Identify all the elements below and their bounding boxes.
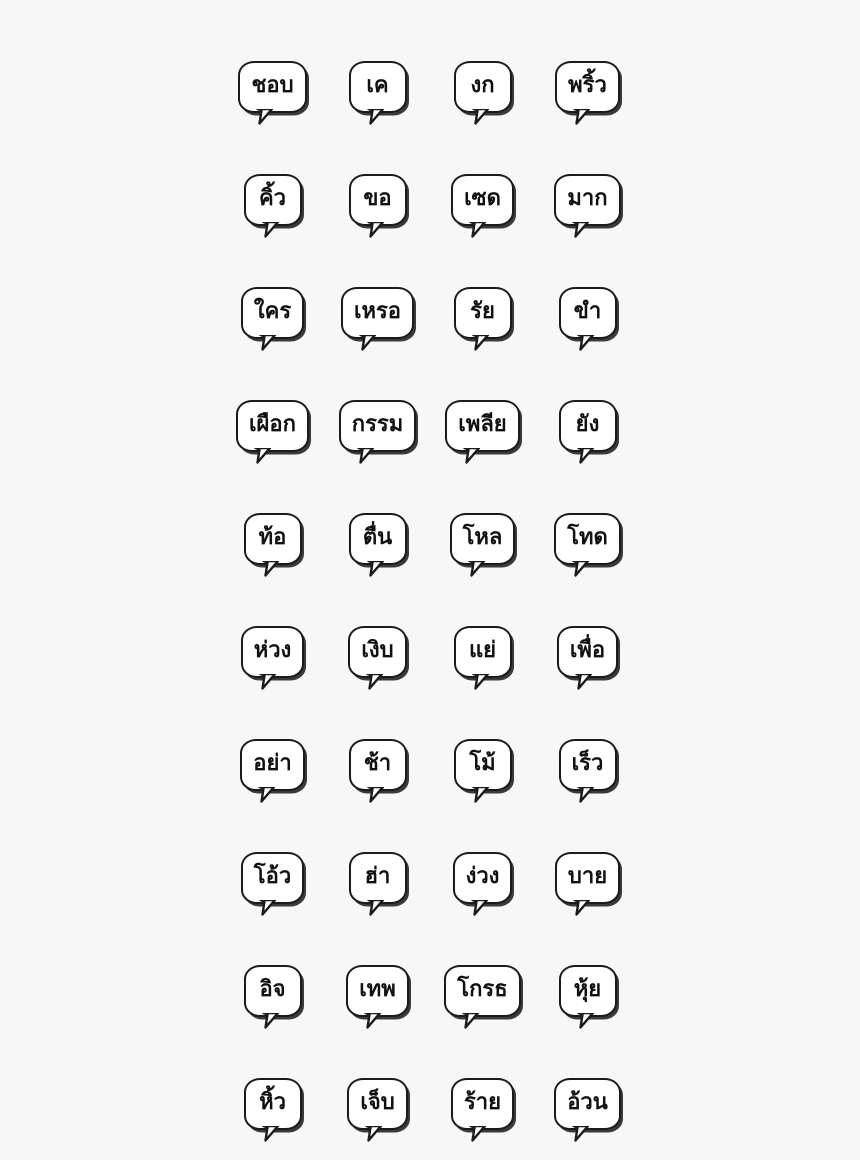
sticker-label: ชอบ <box>251 72 294 98</box>
speech-bubble-tail-icon <box>572 222 588 235</box>
sticker-cell[interactable] <box>325 482 430 595</box>
speech-bubble-icon[interactable] <box>348 626 406 678</box>
speech-bubble-tail-icon <box>577 1013 593 1026</box>
speech-bubble-icon[interactable] <box>559 400 617 452</box>
speech-bubble-icon[interactable] <box>453 852 513 904</box>
speech-bubble-tail-icon <box>259 335 275 348</box>
sticker-cell[interactable] <box>535 934 640 1047</box>
speech-bubble-tail-icon <box>572 561 588 574</box>
sticker-cell[interactable] <box>220 934 325 1047</box>
speech-bubble-icon[interactable] <box>444 965 520 1017</box>
speech-bubble-tail-icon <box>367 900 383 913</box>
sticker-label: ห่วง <box>253 637 292 663</box>
sticker-cell[interactable] <box>430 143 535 256</box>
speech-bubble-icon[interactable] <box>241 287 304 339</box>
speech-bubble-tail-icon <box>577 448 593 461</box>
speech-bubble-icon[interactable] <box>554 1078 621 1130</box>
sticker-label: โหล <box>462 524 503 550</box>
speech-bubble-icon[interactable] <box>559 287 617 339</box>
speech-bubble-icon[interactable] <box>454 287 512 339</box>
speech-bubble-icon[interactable] <box>244 174 302 226</box>
speech-bubble-icon[interactable] <box>451 174 514 226</box>
sticker-label: ขำ <box>573 298 602 324</box>
speech-bubble-icon[interactable] <box>454 61 512 113</box>
speech-bubble-tail-icon <box>366 674 382 687</box>
sticker-cell[interactable] <box>325 821 430 934</box>
speech-bubble-tail-icon <box>472 787 488 800</box>
sticker-label: กรรม <box>351 411 404 437</box>
sticker-cell[interactable] <box>535 369 640 482</box>
sticker-label: โอ้ว <box>253 863 292 889</box>
speech-bubble-tail-icon <box>577 335 593 348</box>
speech-bubble-icon[interactable] <box>349 61 407 113</box>
speech-bubble-icon[interactable] <box>349 174 407 226</box>
speech-bubble-tail-icon <box>256 109 272 122</box>
speech-bubble-icon[interactable] <box>559 965 617 1017</box>
sticker-label: เผือก <box>249 411 296 437</box>
sticker-label: เพื่อ <box>569 637 606 663</box>
sticker-cell[interactable] <box>220 595 325 708</box>
sticker-label: แย่ <box>468 637 497 663</box>
sticker-label: ง่วง <box>465 863 500 889</box>
speech-bubble-tail-icon <box>575 674 591 687</box>
sticker-label: อิจ <box>259 976 286 1002</box>
sticker-label: เซด <box>464 185 501 211</box>
sticker-label: เพลีย <box>458 411 507 437</box>
sticker-label: หิ้ว <box>259 1089 286 1115</box>
speech-bubble-icon[interactable] <box>557 626 618 678</box>
sticker-label: เงิบ <box>361 637 394 663</box>
speech-bubble-tail-icon <box>472 335 488 348</box>
speech-bubble-icon[interactable] <box>236 400 309 452</box>
speech-bubble-tail-icon <box>468 561 484 574</box>
sticker-label: โม้ <box>469 750 496 776</box>
sticker-cell[interactable] <box>220 482 325 595</box>
speech-bubble-tail-icon <box>259 900 275 913</box>
sticker-label: ช้า <box>363 750 392 776</box>
speech-bubble-tail-icon <box>472 109 488 122</box>
sticker-cell[interactable] <box>430 708 535 821</box>
sticker-label: คิ้ว <box>258 185 287 211</box>
sticker-label: ขอ <box>363 185 392 211</box>
speech-bubble-tail-icon <box>469 222 485 235</box>
sticker-label: เทพ <box>359 976 396 1002</box>
speech-bubble-icon[interactable] <box>555 61 620 113</box>
speech-bubble-tail-icon <box>364 1013 380 1026</box>
speech-bubble-icon[interactable] <box>240 739 304 791</box>
sticker-label: โทด <box>567 524 608 550</box>
speech-bubble-tail-icon <box>262 1013 278 1026</box>
sticker-cell[interactable] <box>535 708 640 821</box>
sticker-label: หุ้ย <box>573 976 602 1002</box>
sticker-label: บาย <box>567 863 608 889</box>
speech-bubble-tail-icon <box>365 1126 381 1139</box>
sticker-label: อ้วน <box>567 1089 608 1115</box>
sticker-cell[interactable] <box>430 30 535 143</box>
sticker-cell[interactable] <box>430 821 535 934</box>
speech-bubble-icon[interactable] <box>349 739 407 791</box>
sticker-cell[interactable] <box>325 595 430 708</box>
speech-bubble-tail-icon <box>357 448 373 461</box>
speech-bubble-icon[interactable] <box>555 852 620 904</box>
speech-bubble-tail-icon <box>367 561 383 574</box>
sticker-cell[interactable] <box>430 256 535 369</box>
speech-bubble-tail-icon <box>573 109 589 122</box>
speech-bubble-tail-icon <box>259 674 275 687</box>
speech-bubble-tail-icon <box>577 787 593 800</box>
speech-bubble-tail-icon <box>471 900 487 913</box>
speech-bubble-tail-icon <box>367 222 383 235</box>
speech-bubble-icon[interactable] <box>347 1078 407 1130</box>
sticker-label: ร้าย <box>463 1089 502 1115</box>
sticker-cell[interactable] <box>325 256 430 369</box>
sticker-label: รัย <box>470 298 495 324</box>
speech-bubble-tail-icon <box>254 448 270 461</box>
sticker-label: อย่า <box>253 750 292 776</box>
sticker-label: งก <box>470 72 495 98</box>
sticker-cell[interactable] <box>430 1047 535 1160</box>
speech-bubble-icon[interactable] <box>349 852 407 904</box>
speech-bubble-icon[interactable] <box>559 739 617 791</box>
sticker-cell[interactable] <box>430 934 535 1047</box>
sticker-cell[interactable] <box>430 482 535 595</box>
speech-bubble-icon[interactable] <box>241 626 305 678</box>
sticker-label: เร็ว <box>571 750 604 776</box>
sticker-label: ใคร <box>253 298 292 324</box>
speech-bubble-tail-icon <box>469 1126 485 1139</box>
sticker-label: มาก <box>567 185 608 211</box>
speech-bubble-tail-icon <box>262 1126 278 1139</box>
speech-bubble-icon[interactable] <box>244 965 302 1017</box>
speech-bubble-tail-icon <box>367 109 383 122</box>
sticker-cell[interactable] <box>535 482 640 595</box>
sticker-cell[interactable] <box>220 821 325 934</box>
sticker-label: ตื่น <box>362 524 393 550</box>
sticker-label: ท้อ <box>258 524 287 550</box>
speech-bubble-icon[interactable] <box>339 400 416 452</box>
speech-bubble-tail-icon <box>262 222 278 235</box>
speech-bubble-icon[interactable] <box>241 852 304 904</box>
speech-bubble-icon[interactable] <box>454 739 512 791</box>
speech-bubble-icon[interactable] <box>244 513 302 565</box>
speech-bubble-tail-icon <box>462 1013 478 1026</box>
sticker-cell[interactable] <box>535 256 640 369</box>
speech-bubble-tail-icon <box>472 674 488 687</box>
sticker-label: ฮ่า <box>364 863 391 889</box>
sticker-label: เจ็บ <box>360 1089 395 1115</box>
sticker-label: พริ้ว <box>568 72 607 98</box>
sticker-cell[interactable] <box>220 708 325 821</box>
speech-bubble-tail-icon <box>573 900 589 913</box>
sticker-label: โกรธ <box>457 976 508 1002</box>
speech-bubble-tail-icon <box>463 448 479 461</box>
speech-bubble-icon[interactable] <box>450 513 516 565</box>
sticker-cell[interactable] <box>220 30 325 143</box>
speech-bubble-icon[interactable] <box>238 61 306 113</box>
speech-bubble-icon[interactable] <box>445 400 519 452</box>
speech-bubble-icon[interactable] <box>244 1078 302 1130</box>
speech-bubble-tail-icon <box>359 335 375 348</box>
sticker-cell[interactable] <box>325 369 430 482</box>
sticker-grid <box>220 30 640 1160</box>
sticker-label: เหรอ <box>353 298 402 324</box>
speech-bubble-tail-icon <box>258 787 274 800</box>
speech-bubble-tail-icon <box>572 1126 588 1139</box>
sticker-cell[interactable] <box>325 143 430 256</box>
sticker-cell[interactable] <box>535 143 640 256</box>
speech-bubble-tail-icon <box>367 787 383 800</box>
sticker-cell[interactable] <box>535 821 640 934</box>
speech-bubble-icon[interactable] <box>554 513 621 565</box>
speech-bubble-icon[interactable] <box>346 965 409 1017</box>
speech-bubble-icon[interactable] <box>341 287 414 339</box>
sticker-cell[interactable] <box>220 369 325 482</box>
sticker-cell[interactable] <box>220 256 325 369</box>
sticker-cell[interactable] <box>325 934 430 1047</box>
sticker-cell[interactable] <box>535 595 640 708</box>
sticker-label: ยัง <box>575 411 600 437</box>
sticker-cell[interactable] <box>535 30 640 143</box>
speech-bubble-icon[interactable] <box>349 513 407 565</box>
sticker-cell[interactable] <box>535 1047 640 1160</box>
speech-bubble-icon[interactable] <box>454 626 512 678</box>
sticker-cell[interactable] <box>430 369 535 482</box>
sticker-cell[interactable] <box>325 1047 430 1160</box>
sticker-cell[interactable] <box>325 30 430 143</box>
sticker-cell[interactable] <box>220 1047 325 1160</box>
sticker-cell[interactable] <box>430 595 535 708</box>
sticker-label: เค <box>366 72 389 98</box>
speech-bubble-tail-icon <box>262 561 278 574</box>
speech-bubble-icon[interactable] <box>451 1078 514 1130</box>
sticker-cell[interactable] <box>220 143 325 256</box>
speech-bubble-icon[interactable] <box>554 174 620 226</box>
sticker-cell[interactable] <box>325 708 430 821</box>
